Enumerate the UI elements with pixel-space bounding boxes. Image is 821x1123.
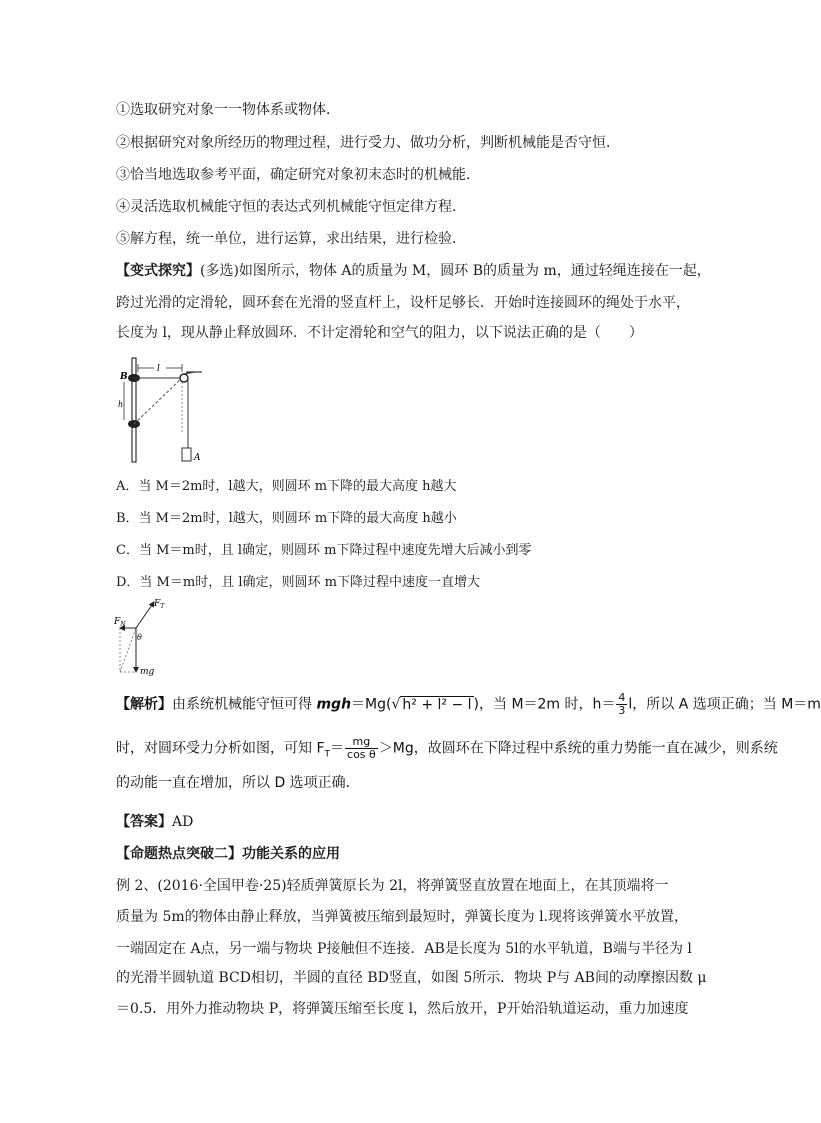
- label-ft: $F_T$: [154, 599, 165, 610]
- bianshi-text-1: (多选)如图所示，物体 A的质量为 M，圆环 B的质量为 m，通过轻绳连接在一起，: [200, 263, 711, 279]
- answer-tag: 【答案】: [116, 814, 172, 830]
- step-4: ④灵活选取机械能守恒的表达式列机械能守恒定律方程．: [116, 199, 466, 215]
- label-l: l: [157, 364, 160, 374]
- label-fn: $F_N$: [114, 617, 126, 628]
- jiexi-line-1: 【解析】由系统机械能守恒可得 mgh＝Mg(√ h² + l² − l )，当 M＝2m 时，h＝ $\frac{4}{3}$ l，所以 A 选项正确；当 M＝m: [116, 691, 821, 717]
- section-heading: [116, 844, 340, 864]
- vertical-rod: [132, 358, 136, 462]
- option-d: D．当 M＝m时，且 l确定，则圆环 m下降过程中速度一直增大: [116, 575, 480, 590]
- rope-diagonal: [134, 378, 182, 424]
- section-title: 功能关系的应用: [242, 846, 340, 862]
- block-a: [182, 448, 191, 461]
- example-line-4: 的光滑半圆轨道 BCD相切，半圆的直径 BD竖直，如图 5所示．物块 P与 AB间的动摩擦因数 μ: [116, 970, 707, 986]
- bianshi-line-1: [116, 261, 711, 281]
- jiexi-line-3: 的动能一直在增加，所以 D 选项正确．: [116, 775, 360, 791]
- bianshi-line-2: 跨过光滑的定滑轮，圆环套在光滑的竖直杆上，设杆足够长．开始时连接圆环的绳处于水平，: [116, 295, 690, 311]
- jiexi-tag: 【解析】: [116, 696, 172, 713]
- fraction-4-3: $\frac{4}{3}$: [618, 691, 626, 717]
- dashed-diag: [120, 628, 136, 672]
- example-line-3: 一端固定在 A点，另一端与物块 P接触但不连接．AB是长度为 5l的水平轨道，B端与半径为 l: [116, 941, 692, 957]
- pulley-figure: [112, 352, 212, 464]
- ft-arrow: [136, 602, 154, 628]
- step-5: ⑤解方程，统一单位，进行运算，求出结果，进行检验．: [116, 231, 466, 247]
- force-diagram: [112, 596, 182, 678]
- label-h: h: [118, 400, 124, 409]
- answer: [116, 812, 193, 832]
- step-3: ③恰当地选取参考平面，确定研究对象初末态时的机械能．: [116, 167, 480, 183]
- bianshi-line-3: 长度为 l，现从静止释放圆环．不计定滑轮和空气的阻力，以下说法正确的是（ ）: [116, 325, 643, 341]
- label-a: A: [194, 453, 201, 463]
- option-b: B．当 M＝2m时，l越大，则圆环 m下降的最大高度 h越小: [116, 511, 457, 526]
- example-line-1: 例 2、(2016·全国甲卷·25)轻质弹簧原长为 2l，将弹簧竖直放置在地面上，在其顶端将一: [116, 878, 669, 894]
- step-1: ①选取研究对象一一物体系或物体．: [116, 102, 340, 118]
- jiexi-line-2: 时，对圆环受力分析如图，可知 $F_T=$ $\frac{mg}{\text{cos θ}}$ ＞Mg，故圆环在下降过程中系统的重力势能一直在减少，则系统: [116, 735, 778, 761]
- pulley-wheel: [180, 374, 188, 382]
- label-mg: mg: [140, 667, 155, 677]
- answer-value: AD: [172, 814, 194, 830]
- option-a: A．当 M＝2m时，l越大，则圆环 m下降的最大高度 h越大: [116, 479, 457, 494]
- label-theta: θ: [137, 633, 142, 642]
- example-line-2: 质量为 5m的物体由静止释放，当弹簧被压缩到最短时，弹簧长度为 l.现将该弹簧水平放置，: [116, 909, 689, 925]
- step-2: ②根据研究对象所经历的物理过程，进行受力、做功分析，判断机械能是否守恒．: [116, 135, 620, 151]
- bianshi-tag: 【变式探究】: [116, 263, 200, 279]
- option-c: C．当 M＝m时，且 l确定，则圆环 m下降过程中速度先增大后减小到零: [116, 543, 532, 558]
- example-line-5: ＝0.5．用外力推动物块 P，将弹簧压缩至长度 l，然后放开，P开始沿轨道运动，重力加速度: [116, 1001, 689, 1017]
- label-b: B: [120, 372, 128, 382]
- section-tag: 【命题热点突破二】: [116, 846, 242, 862]
- fraction-mg-cos: $\frac{mg}{\text{cos θ}}$: [347, 735, 376, 761]
